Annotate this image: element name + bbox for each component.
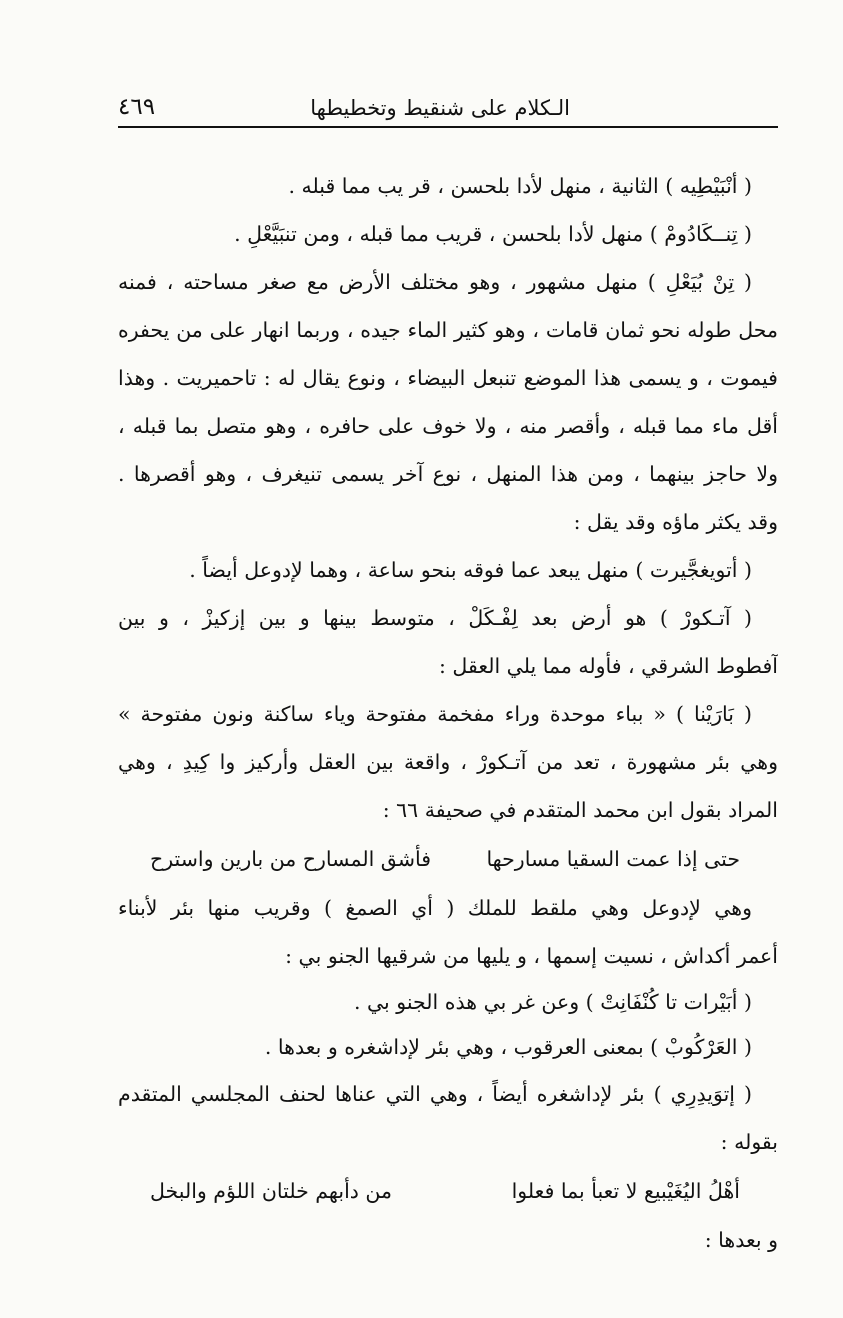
text-line: بقوله : <box>720 1130 778 1154</box>
text-line: وقد يكثر ماؤه وقد يقل : <box>573 510 778 534</box>
text-line: فيموت ، و يسمى هذا الموضع تنبعل البيضاء ، ونوع يقال له : تاحميريت . وهذا <box>118 366 778 390</box>
verse-second-hemistich: من دأبهم خلتان اللؤم والبخل <box>150 1179 393 1203</box>
page-header <box>118 94 778 124</box>
verse-first-hemistich: أهْلُ اليُغَيْبيع لا تعبأ بما فعلوا <box>511 1179 740 1203</box>
text-line: ( أتويغجَّيرت ) منهل يبعد عما فوقه بنحو ساعة ، وهما لإدوعل أيضاً . <box>189 558 752 582</box>
page-number: ٤٦٩ <box>118 94 156 120</box>
text-line: آفطوط الشرقي ، فأوله مما يلي العقل : <box>439 654 778 678</box>
text-line: ( بَارَيْنا ) « بباء موحدة وراء مفخمة مفتوحة وياء ساكنة ونون مفتوحة » <box>118 702 752 726</box>
text-line: وهي بئر مشهورة ، تعد من آتـكورْ ، واقعة بين العقل وأركيز وا كِيدِ ، وهي <box>118 750 778 774</box>
text-line: ( تِنْ بُيَعْلِ ) منهل مشهور ، وهو مختلف الأرض مع صغر مساحته ، فمنه <box>118 270 752 294</box>
verse-first-hemistich: حتى إذا عمت السقيا مسارحها <box>486 847 740 871</box>
body-text <box>118 162 778 1264</box>
text-line: و بعدها : <box>704 1228 778 1252</box>
text-line: محل طوله نحو ثمان قامات ، وهو كثير الماء جيده ، وربما انهار على من يحفره <box>118 318 778 342</box>
text-line: ( أبَيْرات تا كُنْفَانِتْ ) وعن غر بي هذه الجنو بي . <box>353 990 752 1014</box>
text-line: ( أنْبَيْطِيه ) الثانية ، منهل لأدا بلحسن ، قر يب مما قبله . <box>288 174 752 198</box>
text-line: ولا حاجز بينهما ، ومن هذا المنهل ، نوع آخر يسمى تنيغرف ، وهو أقصرها . <box>118 462 778 486</box>
text-line: ( تِنــكَادُومْ ) منهل لأدا بلحسن ، قريب مما قبله ، ومن تنبَيَّعْلِ . <box>234 222 752 246</box>
text-line: المراد بقول ابن محمد المتقدم في صحيفة ٦٦ : <box>382 798 778 822</box>
text-line: أعمر أكداش ، نسيت إسمها ، و يليها من شرقيها الجنو بي : <box>285 944 778 968</box>
header-rule <box>118 126 778 128</box>
verse-line <box>118 834 778 884</box>
text-line: أقل ماء مما قبله ، وأقصر منه ، ولا خوف على حافره ، وهو متصل بما قبله ، <box>118 414 778 438</box>
text-line: ( العَرْكُوبْ ) بمعنى العرقوب ، وهي بئر لإداشغره و بعدها . <box>264 1035 752 1059</box>
text-line: ( إتوَيدِرِي ) بئر لإداشغره أيضاً ، وهي التي عناها لحنف المجلسي المتقدم <box>118 1082 752 1106</box>
text-line: وهي لإدوعل وهي ملقط للملك ( أي الصمغ ) وقريب منها بئر لأبناء <box>118 896 752 920</box>
verse-second-hemistich: فأشق المسارح من بارين واسترح <box>150 847 432 871</box>
verse-line <box>118 1166 778 1216</box>
text-line: ( آتـكورْ ) هو أرض بعد لِفْـكَلْ ، متوسط بينها و بين إزكيزْ ، و بين <box>118 606 752 630</box>
running-title: الـكلام على شنقيط وتخطيطها <box>310 96 570 120</box>
